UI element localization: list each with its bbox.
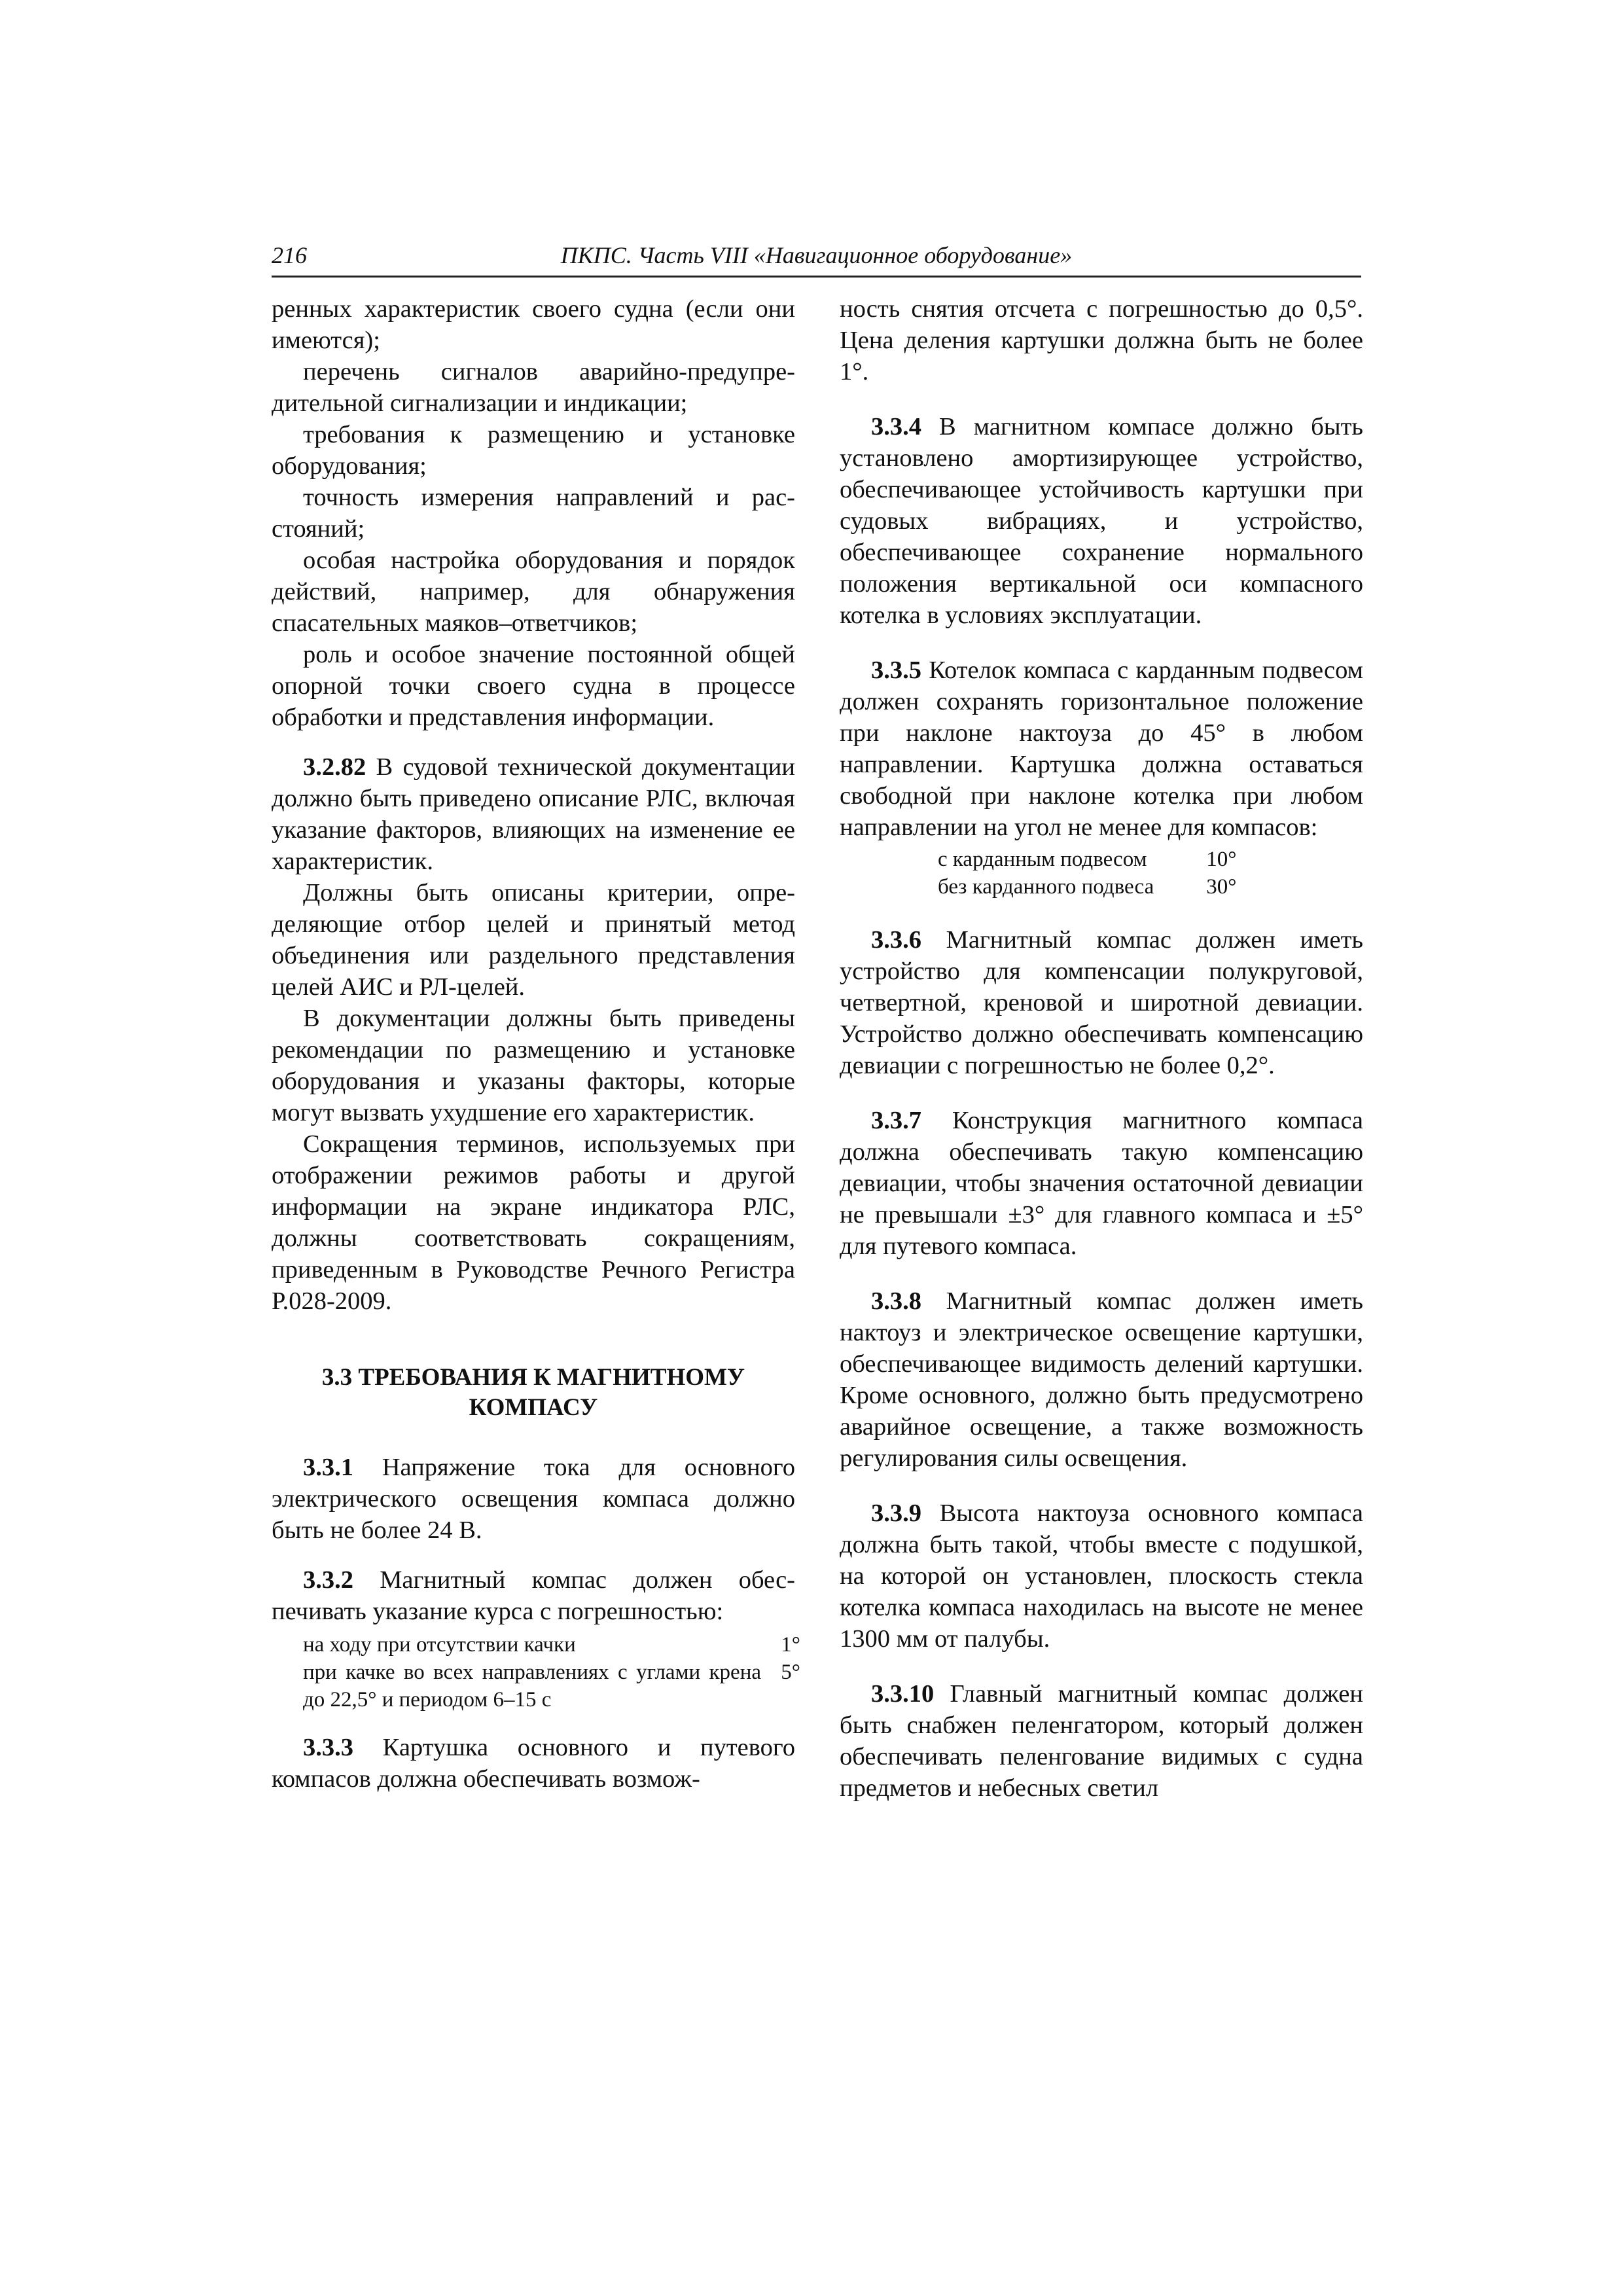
clause-number: 3.3.10 — [871, 1680, 935, 1708]
table-row — [303, 1631, 800, 1659]
clause-number: 3.3.3 — [303, 1734, 353, 1761]
clause-number: 3.3.1 — [303, 1454, 353, 1481]
clause-text: Магнитный компас должен иметь устройство для компенсации полукруговой, четвертной, креновой и широтной девиации. Устройство должно обеспечивать компенсацию девиации с погрешностью не более 0,2°. — [840, 926, 1363, 1079]
clause-number: 3.3.4 — [871, 413, 921, 440]
table-cell-label: на ходу при отсутствии качки — [303, 1633, 576, 1657]
list-item: перечень сигналов аварийно-предупредительной сигнализации и индикации; — [272, 358, 795, 417]
accuracy-table — [303, 1631, 800, 1713]
clause-number: 3.3.8 — [871, 1287, 921, 1315]
clause-text: Напряжение тока для основного электрического освещения компаса должно быть не более 24 В. — [272, 1454, 795, 1544]
table-cell-value: 5° — [781, 1660, 800, 1684]
clause-3-3-8 — [840, 1285, 1363, 1474]
paragraph: Должны быть описаны критерии, определяющие отбор целей и принятый метод объединения или раздельного представления целей АИС и РЛ-целей. — [272, 879, 795, 1001]
clause-text: Магнитный компас должен иметь нактоуз и электрическое освещение картушки, обеспечивающее видимость делений картушки. Кроме основного, должно быть предусмотрено аварийное освещение, а также возможность регулирования силы освещения. — [840, 1287, 1363, 1472]
paragraph: ренных характеристик своего судна (если они имеются); — [272, 295, 795, 354]
clause-3-3-7 — [840, 1105, 1363, 1262]
paragraph: Сокращения терминов, используемых при отображении режимов работы и другой информации на экране индикатора РЛС, должны соответствовать сокращениям, приведенным в Руководстве Речного Регистра Р.028-2009. — [272, 1130, 795, 1315]
table-row — [938, 873, 1236, 901]
clause-text: Главный магнитный компас должен быть снабжен пеленгатором, который должен обеспечивать пеленгование видимых с судна предметов и небесных светил — [840, 1680, 1363, 1802]
running-title: ПКПС. Часть VIII «Навигационное оборудование» — [560, 242, 1073, 268]
list-item: особая настройка оборудования и порядок действий, например, для обнаружения спасательных маяков–ответчиков; — [272, 547, 795, 637]
clause-3-3-4 — [840, 411, 1363, 631]
clause-number: 3.3.9 — [871, 1499, 921, 1527]
clause-number: 3.3.7 — [871, 1107, 921, 1134]
clause-text: Картушка основного и путевого компасов должна обеспечивать возмож- — [272, 1734, 795, 1793]
paragraph: В документации должны быть приведены рекомендации по размещению и установке оборудования и указаны факторы, которые могут вызвать ухудшение его характеристик. — [272, 1005, 795, 1126]
clause-3-2-82 — [272, 751, 795, 877]
page-header — [272, 239, 1361, 278]
clause-3-3-2 — [272, 1564, 795, 1627]
paragraph: ность снятия отсчета с погрешностью до 0,5°. Цена деления картушки должна быть не более 1°. — [840, 295, 1363, 386]
table-cell-value: 30° — [1206, 875, 1237, 899]
table-cell-label: без карданного подвеса — [938, 875, 1154, 899]
table-cell-value: 10° — [1206, 848, 1237, 871]
page-number: 216 — [272, 242, 307, 268]
clause-text: Котелок компаса с карданным подвесом должен сохранять горизонтальное положение при наклоне нактоуза до 45° в любом направлении. Картушка должна оставаться свободной при наклоне котелка при любом направлении на угол не менее для компасов: — [840, 656, 1363, 841]
table-row — [938, 846, 1236, 873]
clause-3-3-5 — [840, 655, 1363, 843]
clause-text: Конструкция магнитного компаса должна обеспечивать такую компенсацию девиации, чтобы значения остаточной девиации не превышали ±3° для главного компаса и ±5° для путевого компаса. — [840, 1107, 1363, 1260]
section-heading-line: КОМПАСУ — [469, 1394, 598, 1421]
list-item: точность измерения направлений и расстояний; — [272, 484, 795, 543]
clause-number: 3.3.6 — [871, 926, 921, 954]
clause-3-3-6 — [840, 924, 1363, 1081]
list-item: роль и особое значение постоянной общей опорной точки своего судна в процессе обработки и представления информации. — [272, 641, 795, 731]
left-column — [272, 293, 800, 1795]
table-cell-label: при качке во всех направлениях с углами крена до 22,5° и периодом 6–15 с — [303, 1660, 761, 1712]
clause-text: Высота нактоуза основного компаса должна быть такой, чтобы вместе с подушкой, на которой он установлен, плоскость стекла котелка компаса находилась на высоте не менее 1300 мм от палубы. — [840, 1499, 1363, 1653]
clause-number: 3.3.5 — [871, 656, 921, 684]
clause-number: 3.3.2 — [303, 1566, 353, 1594]
right-column — [840, 293, 1363, 1804]
section-heading-line: 3.3 ТРЕБОВАНИЯ К МАГНИТНОМУ — [321, 1364, 745, 1391]
list-item: требования к размещению и установке оборудования; — [272, 421, 795, 480]
clause-3-3-10 — [840, 1678, 1363, 1804]
table-row — [303, 1659, 800, 1713]
clause-3-3-9 — [840, 1498, 1363, 1655]
section-heading — [298, 1363, 769, 1423]
clause-text: Магнитный компас должен обеспечивать указание курса с погрешностью: — [272, 1566, 795, 1625]
table-cell-label: с карданным подвесом — [938, 848, 1147, 871]
clause-text: В судовой технической документации должно быть приведено описание РЛС, включая указание факторов, влияющих на изменение ее характеристик. — [272, 753, 795, 875]
clause-text: В магнитном компасе должно быть установлено амортизирующее устройство, обеспечивающее устойчивость картушки при судовых вибрациях, и устройство, обеспечивающее сохранение нормального положения вертикальной оси компасного котелка в условиях эксплуатации. — [840, 413, 1363, 629]
clause-number: 3.2.82 — [303, 753, 366, 781]
gimbal-table — [938, 846, 1236, 901]
clause-3-3-1 — [272, 1452, 795, 1546]
clause-3-3-3 — [272, 1732, 795, 1795]
table-cell-value: 1° — [781, 1633, 800, 1657]
